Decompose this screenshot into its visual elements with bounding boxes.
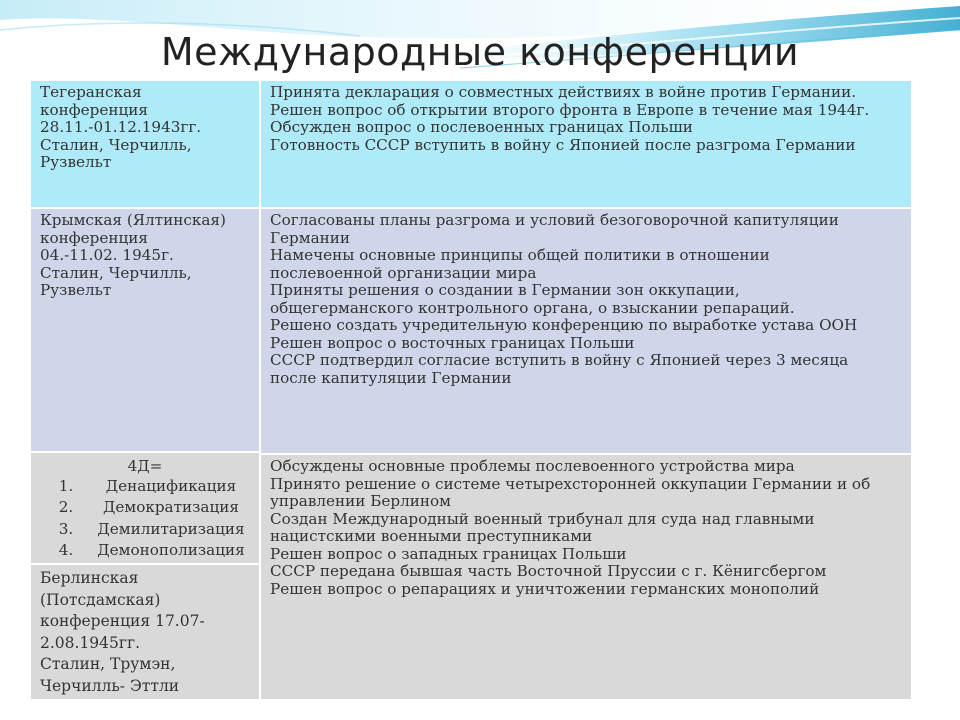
list-item [40, 497, 250, 519]
cell-line: 28.11.-01.12.1943гг. [40, 118, 202, 136]
conference-tehran-info [30, 80, 260, 208]
list-item-number: 2. [58, 498, 74, 516]
cell-line: СССР подтвердил согласие вступить в войну с Японией через 3 месяца [270, 351, 849, 369]
list-item-number: 1. [58, 476, 74, 495]
list-item-text: Демонополизация [97, 541, 245, 559]
cell-line: конференция 17.07- [40, 612, 205, 630]
cell-line: Намечены основные принципы общей политики в отношении [270, 246, 770, 264]
cell-line: конференция [40, 100, 148, 119]
list-item-text: Демократизация [103, 498, 239, 516]
cell-line: Согласованы планы разгрома и условий безоговорочной капитуляции [270, 211, 839, 229]
cell-line: Решен вопрос о западных границах Польши [270, 544, 627, 563]
cell-line: Крымская (Ялтинская) [40, 211, 226, 229]
cell-line: Черчилль- Эттли [40, 676, 180, 695]
conference-yalta-info [30, 208, 260, 452]
cell-line: нацистскими военными преступниками [270, 527, 593, 545]
cell-line: после капитуляции Германии [270, 368, 512, 387]
cell-line: Решен вопрос о репарациях и уничтожении германских монополий [270, 579, 820, 598]
list-item [40, 540, 250, 562]
cell-line: послевоенной организации мира [270, 263, 537, 282]
cell-line: Обсуждены основные проблемы послевоенного устройства мира [270, 457, 795, 475]
four-d-heading: 4Д= [127, 457, 163, 475]
list-item-text: Демилитаризация [97, 519, 245, 538]
cell-line: Рузвельт [40, 281, 112, 299]
list-item-text: Денацификация [105, 476, 237, 495]
cell-line: СССР передана бывшая часть Восточной Пруссии с г. Кёнигсбергом [270, 562, 827, 580]
cell-line: Создан Международный военный трибунал для суда над главными [270, 509, 815, 528]
list-item [40, 476, 250, 498]
cell-line: Решен вопрос о восточных границах Польши [270, 333, 635, 352]
cell-line: (Потсдамская) [40, 590, 161, 609]
cell-line: 04.-11.02. 1945г. [40, 246, 174, 264]
cell-line: Тегеранская [40, 83, 142, 101]
cell-line: Германии [270, 228, 351, 247]
four-d-principles [30, 452, 260, 564]
list-item-number: 4. [58, 541, 74, 559]
cell-line: Решено создать учредительную конференцию по выработке устава ООН [270, 316, 858, 334]
cell-line: Принята декларация о совместных действиях в войне против Германии. [270, 83, 857, 101]
list-item-number: 3. [58, 519, 74, 538]
cell-line: Приняты решения о создании в Германии зон оккупации, [270, 281, 740, 299]
cell-line: Рузвельт [40, 153, 112, 171]
cell-line: Обсужден вопрос о послевоенных границах Польши [270, 118, 693, 136]
cell-line: Берлинская [40, 569, 139, 587]
conference-tehran-decisions [260, 80, 912, 208]
cell-line: Решен вопрос об открытии второго фронта в Европе в течение мая 1944г. [270, 100, 870, 119]
cell-line: Готовность СССР вступить в войну с Японией после разгрома Германии [270, 135, 856, 154]
cell-line: 2.08.1945гг. [40, 633, 141, 652]
conference-yalta-decisions [260, 208, 912, 454]
cell-line: конференция [40, 228, 148, 247]
cell-line: Сталин, Трумэн, [40, 655, 176, 673]
cell-line: Принято решение о системе четырехсторонней оккупации Германии и об [270, 474, 871, 493]
cell-line: Сталин, Черчилль, [40, 263, 192, 282]
four-d-list [40, 476, 250, 562]
list-item [40, 519, 250, 541]
cell-line: управлении Берлином [270, 492, 451, 510]
conference-potsdam-info [30, 564, 260, 700]
conference-potsdam-decisions [260, 454, 912, 700]
cell-line: Сталин, Черчилль, [40, 135, 192, 154]
cell-line: общегерманского контрольного органа, о взыскании репараций. [270, 298, 795, 317]
page-title: Международные конференции [160, 30, 800, 74]
